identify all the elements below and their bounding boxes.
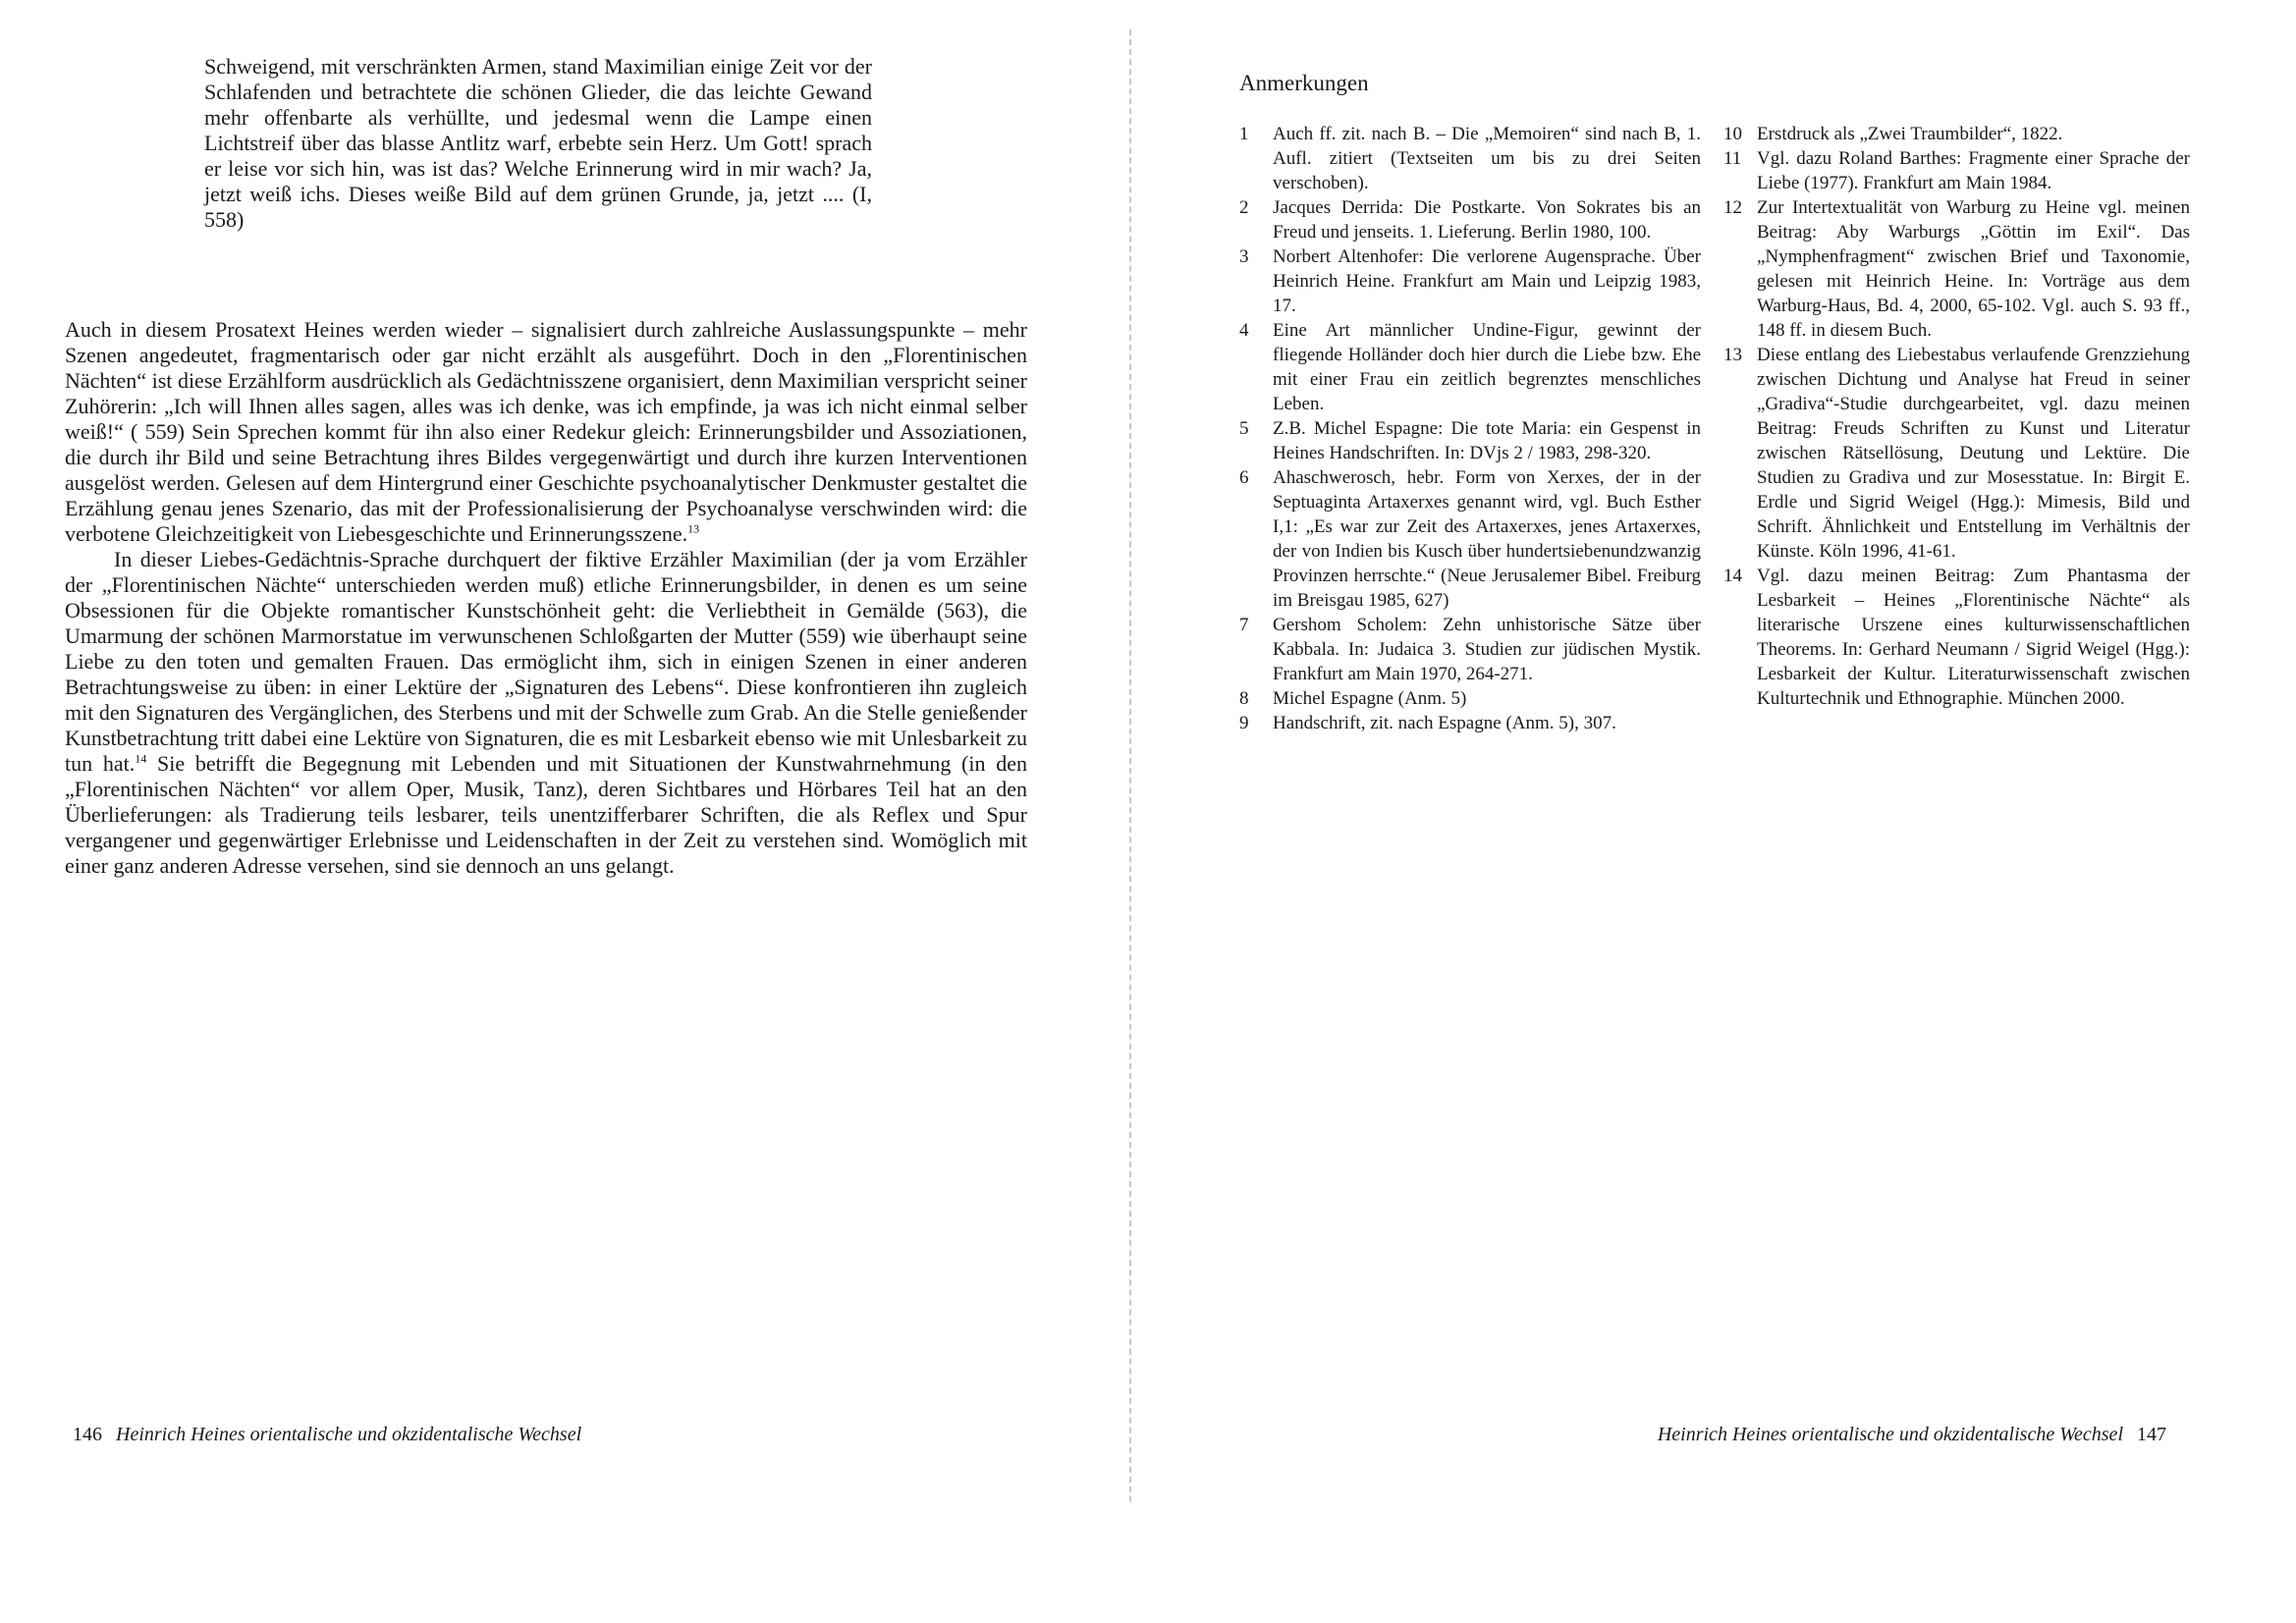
notes-column-1	[1239, 122, 1701, 735]
footnote-item	[1239, 613, 1701, 686]
footnote-number: 5	[1239, 418, 1249, 439]
footnote-text: Norbert Altenhofer: Die verlorene Augensprache. Über Heinrich Heine. Frankfurt am Main und Leipzig 1983, 17.	[1273, 246, 1701, 316]
footnote-text: Erstdruck als „Zwei Traumbilder“, 1822.	[1757, 124, 2063, 144]
footnote-number: 14	[1723, 566, 1742, 586]
footnote-number: 12	[1723, 197, 1742, 218]
footnote-item	[1239, 318, 1701, 416]
footnote-item	[1723, 195, 2190, 343]
footnote-number: 10	[1723, 124, 1742, 144]
block-quote	[204, 54, 872, 233]
left-running-title: Heinrich Heines orientalische und okzidentalische Wechsel	[116, 1424, 582, 1445]
footnote-number: 1	[1239, 124, 1249, 144]
left-page-number: 146	[73, 1424, 102, 1445]
paragraph-2-text-b: Sie betrifft die Begegnung mit Lebenden und mit Situationen der Kunstwahrnehmung (in den „Florentinischen Nächten“ vor allem Oper, Musik, Tanz), deren Sichtbares und Hörbares Teil hat an den Überlieferungen: als Tradierung teils lesbarer, teils unentzifferbarer Schriften, die als Reflex und Spur vergangener und gegenwärtiger Erlebnisse und Leidenschaften in der Zeit zu verstehen sind. Womöglich mit einer ganz anderen Adresse versehen, sind sie dennoch an uns gelangt.	[65, 751, 1027, 878]
footnote-number: 4	[1239, 320, 1249, 341]
notes-heading: Anmerkungen	[1239, 71, 1369, 95]
footnote-item	[1723, 564, 2190, 711]
right-running-title: Heinrich Heines orientalische und okzidentalische Wechsel	[1657, 1424, 2123, 1445]
footnote-text: Auch ff. zit. nach B. – Die „Memoiren“ sind nach B, 1. Aufl. zitiert (Textseiten um bis zu drei Seiten verschoben).	[1273, 124, 1701, 193]
page-gutter	[1129, 29, 1131, 1502]
footnote-item	[1239, 195, 1701, 244]
footnote-text: Z.B. Michel Espagne: Die tote Maria: ein Gespenst in Heines Handschriften. In: DVjs 2 / 1983, 298-320.	[1273, 418, 1701, 463]
footnote-item	[1239, 122, 1701, 195]
footnote-ref-14: 14	[135, 751, 147, 766]
footnote-text: Vgl. dazu Roland Barthes: Fragmente einer Sprache der Liebe (1977). Frankfurt am Main 1984.	[1757, 148, 2190, 193]
footnote-number: 6	[1239, 467, 1249, 488]
footnote-item	[1239, 465, 1701, 613]
right-page-number: 147	[2137, 1424, 2166, 1445]
paragraph-2	[65, 547, 1027, 879]
footnote-item	[1723, 122, 2190, 146]
footnote-number: 8	[1239, 688, 1249, 709]
footnote-item	[1239, 686, 1701, 711]
footnote-item	[1239, 711, 1701, 735]
body-text	[65, 317, 1027, 879]
paragraph-1	[65, 317, 1027, 547]
footnote-number: 3	[1239, 246, 1249, 267]
notes-column-2	[1723, 122, 2190, 711]
footnote-number: 7	[1239, 615, 1249, 635]
footnote-number: 2	[1239, 197, 1249, 218]
footnote-ref-13: 13	[687, 521, 700, 536]
footnote-text: Handschrift, zit. nach Espagne (Anm. 5), 307.	[1273, 713, 1616, 733]
footnote-item	[1723, 146, 2190, 195]
quote-text: Schweigend, mit verschränkten Armen, stand Maximilian einige Zeit vor der Schlafenden und betrachtete die schönen Glieder, die das leichte Gewand mehr offenbarte als verhüllte, und jedesmal wenn die Lampe einen Lichtstreif über das blasse Antlitz warf, erbebte sein Herz. Um Gott! sprach er leise vor sich hin, was ist das? Welche Erinnerung wird in mir wach? Ja, jetzt weiß ichs. Dieses weiße Bild auf dem grünen Grunde, ja, jetzt .... (I, 558)	[204, 54, 872, 232]
footnote-text: Zur Intertextualität von Warburg zu Heine vgl. meinen Beitrag: Aby Warburgs „Göttin im Exil“. Das „Nymphenfragment“ zwischen Brief und Taxonomie, gelesen mit Heinrich Heine. In: Vorträge aus dem Warburg-Haus, Bd. 4, 2000, 65-102. Vgl. auch S. 93 ff., 148 ff. in diesem Buch.	[1757, 197, 2190, 341]
footnote-text: Gershom Scholem: Zehn unhistorische Sätze über Kabbala. In: Judaica 3. Studien zur jüdischen Mystik. Frankfurt am Main 1970, 264-271.	[1273, 615, 1701, 684]
left-page-footer	[59, 1424, 581, 1446]
right-page-footer	[1658, 1424, 2180, 1446]
footnote-text: Ahaschwerosch, hebr. Form von Xerxes, der in der Septuaginta Artaxerxes genannt wird, vgl. Buch Esther I,1: „Es war zur Zeit des Artaxerxes, jenes Artaxerxes, der von Indien bis Kusch über hundertsiebenundzwanzig Provinzen herrschte.“ (Neue Jerusalemer Bibel. Freiburg im Breisgau 1985, 627)	[1273, 467, 1701, 611]
footnote-text: Vgl. dazu meinen Beitrag: Zum Phantasma der Lesbarkeit – Heines „Florentinische Nächte“ als literarische Urszene eines kulturwissenschaftlichen Theorems. In: Gerhard Neumann / Sigrid Weigel (Hgg.): Lesbarkeit der Kultur. Literaturwissenschaft zwischen Kulturtechnik und Ethnographie. München 2000.	[1757, 566, 2190, 709]
footnote-item	[1723, 343, 2190, 564]
footnote-item	[1239, 244, 1701, 318]
paragraph-2-text-a: In dieser Liebes-Gedächtnis-Sprache durchquert der fiktive Erzähler Maximilian (der ja vom Erzähler der „Florentinischen Nächte“ unterschieden werden muß) etliche Erinnerungsbilder, in denen es um seine Obsessionen für die Objekte romantischer Kunstschönheit geht: die Verliebtheit in Gemälde (563), die Umarmung der schönen Marmorstatue im verwunschenen Schloßgarten der Mutter (559) wie überhaupt seine Liebe zu den toten und gemalten Frauen. Das ermöglicht ihm, sich in einigen Szenen in einer anderen Betrachtungsweise zu üben: in einer Lektüre der „Signaturen des Lebens“. Diese konfrontieren ihn zugleich mit den Signaturen des Vergänglichen, des Sterbens und mit der Schwelle zum Grab. An die Stelle genießender Kunstbetrachtung tritt dabei eine Lektüre von Signaturen, die es mit Lesbarkeit ebenso wie mit Unlesbarkeit zu tun hat.	[65, 547, 1027, 776]
footnote-text: Diese entlang des Liebestabus verlaufende Grenzziehung zwischen Dichtung und Analyse hat Freud in seiner „Gradiva“-Studie durchgearbeitet, vgl. dazu meinen Beitrag: Freuds Schriften zu Kunst und Literatur zwischen Rätsellösung, Deutung und Lektüre. Die Studien zu Gradiva und zur Mosesstatue. In: Birgit E. Erdle und Sigrid Weigel (Hgg.): Mimesis, Bild und Schrift. Ähnlichkeit und Entstellung im Verhältnis der Künste. Köln 1996, 41-61.	[1757, 345, 2190, 562]
footnote-item	[1239, 416, 1701, 465]
footnote-text: Jacques Derrida: Die Postkarte. Von Sokrates bis an Freud und jenseits. 1. Lieferung. Berlin 1980, 100.	[1273, 197, 1701, 243]
paragraph-1-text: Auch in diesem Prosatext Heines werden wieder – signalisiert durch zahlreiche Auslassungspunkte – mehr Szenen angedeutet, fragmentarisch oder gar nicht erzählt als ausgeführt. Doch in den „Florentinischen Nächten“ ist diese Erzählform ausdrücklich als Gedächtnisszene organisiert, denn Maximilian verspricht seiner Zuhörerin: „Ich will Ihnen alles sagen, alles was ich denke, was ich empfinde, ja was ich nicht einmal selber weiß!“ ( 559) Sein Sprechen kommt für ihn also einer Redekur gleich: Erinnerungsbilder und Assoziationen, die durch ihr Bild und seine Betrachtung ihres Bildes vergegenwärtigt und durch ihre kurzen Interventionen ausgelöst werden. Gelesen auf dem Hintergrund einer Geschichte psychoanalytischer Denkmuster gestaltet die Erzählung genau jenes Szenario, das mit der Professionalisierung der Psychoanalyse verschwinden wird: die verbotene Gleichzeitigkeit von Liebesgeschichte und Erinnerungsszene.	[65, 317, 1027, 546]
footnote-text: Eine Art männlicher Undine-Figur, gewinnt der fliegende Holländer doch hier durch die Liebe bzw. Ehe mit einer Frau ein zeitlich begrenztes menschliches Leben.	[1273, 320, 1701, 414]
footnote-number: 9	[1239, 713, 1249, 733]
footnote-number: 13	[1723, 345, 1742, 365]
footnote-number: 11	[1723, 148, 1742, 169]
footnote-text: Michel Espagne (Anm. 5)	[1273, 688, 1467, 709]
